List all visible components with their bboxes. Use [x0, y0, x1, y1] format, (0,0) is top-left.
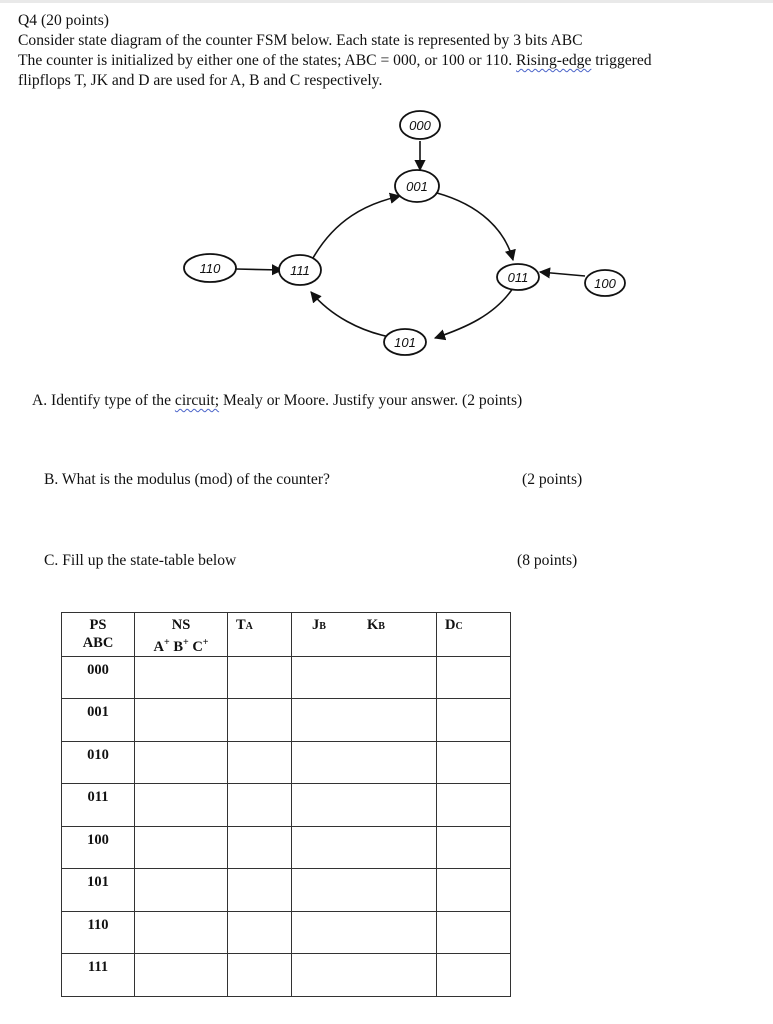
part-c-points: (8 points)	[517, 552, 578, 569]
ta-cell[interactable]	[228, 656, 292, 699]
ps-cell: 110	[62, 911, 135, 954]
kb-cell[interactable]	[361, 741, 437, 784]
edge-111-001	[313, 196, 400, 258]
jb-cell[interactable]	[292, 869, 362, 912]
ns-cell[interactable]	[135, 741, 228, 784]
state-table-header	[62, 613, 511, 657]
kb-cell[interactable]	[361, 699, 437, 742]
kb-cell[interactable]	[361, 911, 437, 954]
ns-cell[interactable]	[135, 911, 228, 954]
edge-100-011	[540, 272, 585, 276]
table-row	[62, 699, 511, 742]
kb-cell[interactable]	[361, 869, 437, 912]
question-line-1: Consider state diagram of the counter FSM below. Each state is represented by 3 bits ABC	[18, 32, 583, 49]
part-c: C. Fill up the state-table below	[44, 552, 237, 569]
dc-cell[interactable]	[437, 741, 511, 784]
question-intro	[18, 11, 763, 91]
ps-cell: 011	[62, 784, 135, 827]
header-ps: PS ABC	[62, 613, 135, 657]
ps-cell: 010	[62, 741, 135, 784]
jb-cell[interactable]	[292, 741, 362, 784]
table-row	[62, 869, 511, 912]
dc-cell[interactable]	[437, 911, 511, 954]
table-row	[62, 911, 511, 954]
jb-cell[interactable]	[292, 784, 362, 827]
state-table	[61, 612, 511, 997]
ps-cell: 111	[62, 954, 135, 997]
part-b: B. What is the modulus (mod) of the counter?	[44, 471, 330, 488]
spell-flag-rising-edge: Rising-edge	[516, 52, 592, 69]
header-kb: KB	[361, 613, 437, 657]
ns-cell[interactable]	[135, 869, 228, 912]
kb-cell[interactable]	[361, 784, 437, 827]
edge-110-111	[236, 269, 282, 270]
dc-cell[interactable]	[437, 869, 511, 912]
ta-cell[interactable]	[228, 699, 292, 742]
part-a: A. Identify type of the circuit; Mealy or Moore. Justify your answer. (2 points)	[32, 392, 523, 409]
state-label-001: 001	[406, 179, 428, 194]
edge-001-011	[437, 193, 513, 260]
table-row	[62, 741, 511, 784]
jb-cell[interactable]	[292, 699, 362, 742]
part-b-points: (2 points)	[522, 471, 583, 488]
kb-cell[interactable]	[361, 826, 437, 869]
dc-cell[interactable]	[437, 784, 511, 827]
ta-cell[interactable]	[228, 741, 292, 784]
table-row	[62, 656, 511, 699]
ps-cell: 100	[62, 826, 135, 869]
jb-cell[interactable]	[292, 656, 362, 699]
state-label-000: 000	[409, 118, 431, 133]
ps-cell: 001	[62, 699, 135, 742]
ns-cell[interactable]	[135, 656, 228, 699]
kb-cell[interactable]	[361, 954, 437, 997]
jb-cell[interactable]	[292, 911, 362, 954]
ps-cell: 000	[62, 656, 135, 699]
state-label-110: 110	[199, 261, 221, 276]
table-row	[62, 784, 511, 827]
table-row	[62, 826, 511, 869]
ns-cell[interactable]	[135, 954, 228, 997]
edge-011-101	[435, 288, 513, 338]
dc-cell[interactable]	[437, 826, 511, 869]
edge-101-111	[311, 292, 395, 338]
ta-cell[interactable]	[228, 826, 292, 869]
spell-flag-circuit: circuit;	[174, 392, 220, 409]
question-title: Q4 (20 points)	[18, 12, 109, 29]
state-diagram	[0, 100, 773, 370]
top-divider	[0, 0, 773, 3]
state-label-101: 101	[394, 335, 416, 350]
state-label-011: 011	[507, 270, 529, 285]
header-ta: TA	[228, 613, 292, 657]
jb-cell[interactable]	[292, 826, 362, 869]
header-dc: DC	[437, 613, 511, 657]
ns-cell[interactable]	[135, 699, 228, 742]
question-line-3: flipflops T, JK and D are used for A, B and C respectively.	[18, 72, 383, 89]
header-ns: NS A+ B+ C+	[135, 613, 228, 657]
ta-cell[interactable]	[228, 784, 292, 827]
jb-cell[interactable]	[292, 954, 362, 997]
dc-cell[interactable]	[437, 954, 511, 997]
header-jb: JB	[292, 613, 362, 657]
ns-cell[interactable]	[135, 784, 228, 827]
question-line-2: The counter is initialized by either one of the states; ABC = 000, or 100 or 110. Rising-edge triggered	[18, 52, 652, 69]
state-label-111: 111	[290, 263, 310, 278]
ta-cell[interactable]	[228, 869, 292, 912]
kb-cell[interactable]	[361, 656, 437, 699]
dc-cell[interactable]	[437, 699, 511, 742]
dc-cell[interactable]	[437, 656, 511, 699]
table-row	[62, 954, 511, 997]
ta-cell[interactable]	[228, 911, 292, 954]
ta-cell[interactable]	[228, 954, 292, 997]
state-label-100: 100	[594, 276, 616, 291]
ps-cell: 101	[62, 869, 135, 912]
ns-cell[interactable]	[135, 826, 228, 869]
